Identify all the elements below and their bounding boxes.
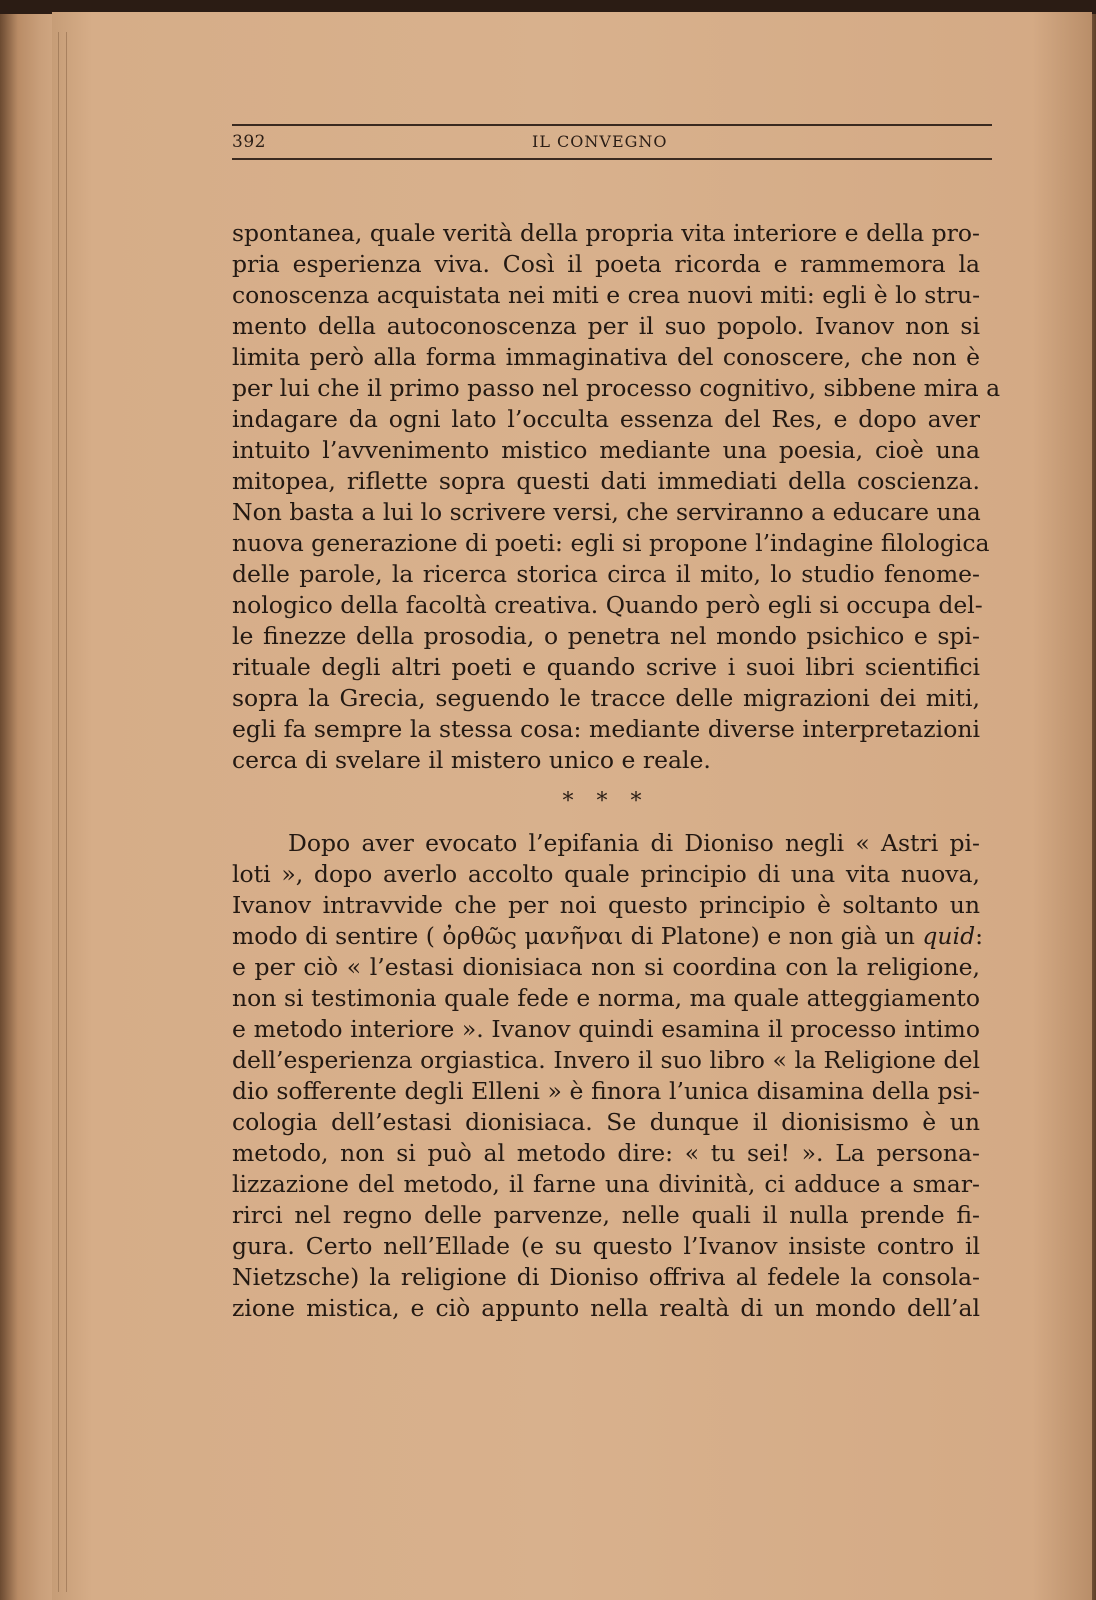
text-line: per lui che il primo passo nel processo cognitivo, sibbene mira a xyxy=(232,374,1001,402)
text-line: Nietzsche) la religione di Dioniso offriva al fedele la consola- xyxy=(232,1263,980,1291)
text-line: nologico della facoltà creativa. Quando però egli si occupa del- xyxy=(232,591,983,619)
text-line: conoscenza acquistata nei miti e crea nuovi miti: egli è lo stru- xyxy=(232,281,981,309)
text-line: sopra la Grecia, seguendo le tracce delle migrazioni dei miti, xyxy=(232,684,980,712)
text-line: dell’esperienza orgiastica. Invero il suo libro « la Religione del xyxy=(232,1046,980,1074)
paragraph-1 xyxy=(232,218,1001,776)
text-line: rirci nel regno delle parvenze, nelle quali il nulla prende fi- xyxy=(232,1201,980,1229)
text-line: intuito l’avvenimento mistico mediante una poesia, cioè una xyxy=(232,436,980,464)
text-line: e per ciò « l’estasi dionisiaca non si coordina con la religione, xyxy=(232,953,980,981)
page-edge-line xyxy=(66,32,67,1592)
text-line: mitopea, riflette sopra questi dati immediati della coscienza. xyxy=(232,467,980,495)
text-fragment: modo di sentire ( ὀρθῶς μανῆναι di Platone) e non già un xyxy=(232,922,923,950)
text-line: le finezze della prosodia, o penetra nel mondo psichico e spi- xyxy=(232,622,980,650)
journal-title: IL CONVEGNO xyxy=(532,132,668,151)
text-line: gura. Certo nell’Ellade (e su questo l’Ivanov insiste contro il xyxy=(232,1232,980,1260)
text-line: e metodo interiore ». Ivanov quindi esamina il processo intimo xyxy=(232,1015,980,1043)
text-line: lizzazione del metodo, il farne una divinità, ci adduce a smar- xyxy=(232,1170,980,1198)
text-line xyxy=(232,921,984,952)
text-line: nuova generazione di poeti: egli si propone l’indagine filologica xyxy=(232,529,990,557)
text-line: Non basta a lui lo scrivere versi, che serviranno a educare una xyxy=(232,498,981,526)
text-line: metodo, non si può al metodo dire: « tu sei! ». La persona- xyxy=(232,1139,980,1167)
text-line: delle parole, la ricerca storica circa il mito, lo studio fenome- xyxy=(232,560,980,588)
text-line: dio sofferente degli Elleni » è finora l’unica disamina della psi- xyxy=(232,1077,980,1105)
text-fragment: : xyxy=(975,922,984,950)
body-text xyxy=(232,218,1001,1324)
text-line: cologia dell’estasi dionisiaca. Se dunque il dionisismo è un xyxy=(232,1108,980,1136)
italic-term: quid xyxy=(922,922,976,950)
text-line: egli fa sempre la stessa cosa: mediante diverse interpretazioni xyxy=(232,715,980,743)
text-line: mento della autoconoscenza per il suo popolo. Ivanov non si xyxy=(232,312,980,340)
text-line: cerca di svelare il mistero unico e reale. xyxy=(232,746,711,774)
page-edge-line xyxy=(58,32,59,1592)
header-rule-bottom xyxy=(232,158,992,160)
text-line: Dopo aver evocato l’epifania di Dioniso negli « Astri pi- xyxy=(288,829,980,857)
text-line: non si testimonia quale fede e norma, ma quale atteggiamento xyxy=(232,984,980,1012)
header-rule-top xyxy=(232,124,992,126)
page-number: 392 xyxy=(232,132,266,152)
text-line: Ivanov intravvide che per noi questo principio è soltanto un xyxy=(232,891,980,919)
text-line: indagare da ogni lato l’occulta essenza del Res, e dopo aver xyxy=(232,405,980,433)
text-line: pria esperienza viva. Così il poeta ricorda e rammemora la xyxy=(232,250,980,278)
text-line: limita però alla forma immaginativa del conoscere, che non è xyxy=(232,343,980,371)
text-line: loti », dopo averlo accolto quale principio di una vita nuova, xyxy=(232,860,980,888)
paragraph-2 xyxy=(232,828,984,1324)
text-line: spontanea, quale verità della propria vita interiore e della pro- xyxy=(232,219,980,247)
text-line: rituale degli altri poeti e quando scrive i suoi libri scientifici xyxy=(232,653,980,681)
text-line: zione mistica, e ciò appunto nella realtà di un mondo dell’al xyxy=(232,1294,980,1322)
section-separator: * * * xyxy=(562,789,650,814)
running-head xyxy=(232,120,992,168)
